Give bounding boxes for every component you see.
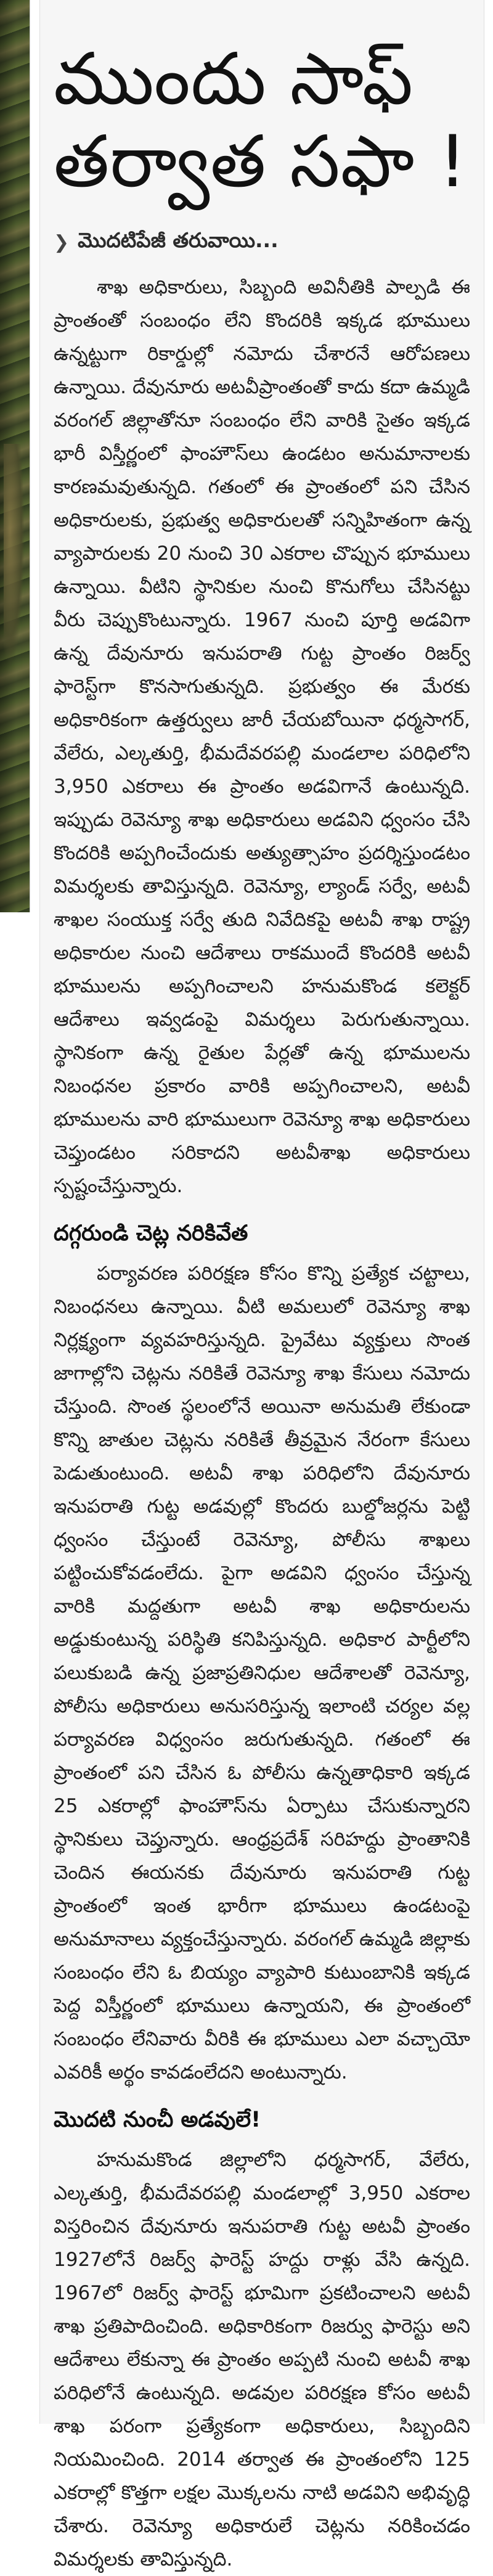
headline: ముందు సాఫ్ తర్వాత సఫా !	[54, 38, 468, 203]
kicker-label: మొదటిపేజీ తరువాయి...	[78, 228, 279, 252]
body-paragraph-2: పర్యావరణ పరిరక్షణ కోసం కొన్ని ప్రత్యేక చట్టాలు, నిబంధనలు ఉన్నాయి. వీటి అమలులో రెవెన్యూ శాఖ నిర్లక్ష్యంగా వ్యవహరిస్తున్నది. ప్రైవేటు వ్యక్తులు సొంత జాగాల్లోని చెట్లను నరికితే రెవెన్యూ శాఖ కేసులు నమోదు చేస్తుంది. సొంత స్థలంలోనే అయినా అనుమతి లేకుండా కొన్ని జాతుల చెట్లను నరికితే తీవ్రమైన నేరంగా కేసులు పెడుతుంటుంది. అటవీ శాఖ పరిధిలోని దేవునూరు ఇనుపరాతి గుట్ట అడవుల్లో కొందరు బుల్డోజర్లను పెట్టి ధ్వంసం చేస్తుంటే రెవెన్యూ, పోలీసు శాఖలు పట్టించుకోవడంలేదు. పైగా అడవిని ధ్వంసం చేస్తున్న వారికి మద్దతుగా అటవీ శాఖ అధికారులను అడ్డుకుంటున్న పరిస్థితి కనిపిస్తున్నది. అధికార పార్టీలోని పలుకుబడి ఉన్న ప్రజాప్రతినిధుల ఆదేశాలతో రెవెన్యూ, పోలీసు అధికారులు అనుసరిస్తున్న ఇలాంటి చర్యల వల్ల పర్యావరణ విధ్వంసం జరుగుతున్నది. గతంలో ఈ ప్రాంతంలో పని చేసిన ఓ పోలీసు ఉన్నతాధికారి ఇక్కడ 25 ఎకరాల్లో ఫాంహౌస్‌ను ఏర్పాటు చేసుకున్నారని స్థానికులు చెప్తున్నారు. ఆంధ్రప్రదేశ్ సరిహద్దు ప్రాంతానికి చెందిన ఈయనకు దేవునూరు ఇనుపరాతి గుట్ట ప్రాంతంలో ఇంత భారీగా భూములు ఉండటంపై అనుమానాలు వ్యక్తంచేస్తున్నారు. వరంగల్ ఉమ్మడి జిల్లాకు సంబంధం లేని ఓ బియ్యం వ్యాపారి కుటుంబానికి ఇక్కడ పెద్ద విస్తీర్ణంలో భూములు ఉన్నాయని, ఈ ప్రాంతంలో సంబంధం లేనివారు వీరికి ఈ భూములు ఎలా వచ్చాయో ఎవరికీ అర్థం కావడంలేదని అంటున్నారు.	[54, 1262, 470, 2083]
chevron-right-icon: ❯	[54, 231, 70, 253]
article-body	[40, 271, 484, 2576]
body-paragraph-1: శాఖ అధికారులు, సిబ్బంది అవినీతికి పాల్పడి ఈ ప్రాంతంతో సంబంధం లేని కొందరికి ఇక్కడ భూములు ఉన్నట్టుగా రికార్డుల్లో నమోదు చేశారనే ఆరోపణలు ఉన్నాయి. దేవునూరు అటవీప్రాంతంతో కాదు కదా ఉమ్మడి వరంగల్ జిల్లాతోనూ సంబంధం లేని వారికి సైతం ఇక్కడ భారీ విస్తీర్ణంలో ఫాంహౌస్‌లు ఉండటం అనుమానాలకు కారణమవుతున్నది. గతంలో ఈ ప్రాంతంలో పని చేసిన అధికారులకు, ప్రభుత్వ అధికారులతో సన్నిహితంగా ఉన్న వ్యాపారులకు 20 నుంచి 30 ఎకరాల చొప్పున భూములు ఉన్నాయి. వీటిని స్థానికుల నుంచి కొనుగోలు చేసినట్టు వీరు చెప్పుకొంటున్నారు. 1967 నుంచి పూర్తి అడవిగా ఉన్న దేవునూరు ఇనుపరాతి గుట్ట ప్రాంతం రిజర్వ్ ఫారెస్ట్‌గా కొనసాగుతున్నది. ప్రభుత్వం ఈ మేరకు అధికారికంగా ఉత్తర్వులు జారీ చేయబోయినా ధర్మసాగర్, వేలేరు, ఎల్కతుర్తి, భీమదేవరపల్లి మండలాల పరిధిలోని 3,950 ఎకరాలు ఈ ప్రాంతం అడవిగానే ఉంటున్నది. ఇప్పుడు రెవెన్యూ శాఖ అధికారులు అడవిని ధ్వంసం చేసి కొందరికి అప్పగించేందుకు అత్యుత్సాహం ప్రదర్శిస్తుండటం విమర్శలకు తావిస్తున్నది. రెవెన్యూ, ల్యాండ్ సర్వే, అటవీ శాఖల సంయుక్త సర్వే తుది నివేదికపై అటవీ శాఖ రాష్ట్ర అధికారుల నుంచి ఆదేశాలు రాకముందే కొందరికి అటవీ భూములను అప్పగించాలని హనుమకొండ కలెక్టర్ ఆదేశాలు ఇవ్వడంపై విమర్శలు పెరుగుతున్నాయి. స్థానికంగా ఉన్న రైతుల పేర్లతో ఉన్న భూములను నిబంధనల ప్రకారం వారికి అప్పగించాలని, అటవీ భూములను వారి భూములుగా రెవెన్యూ శాఖ అధికారులు చెప్తుండటం సరికాదని అటవీశాఖ అధికారులు స్పష్టంచేస్తున్నారు.	[54, 276, 470, 1197]
adjacent-photo-fragment	[0, 0, 30, 912]
continuation-kicker	[54, 228, 470, 257]
article-column	[39, 0, 484, 2570]
body-paragraph-3: హనుమకొండ జిల్లాలోని ధర్మసాగర్, వేలేరు, ఎల్కతుర్తి, భీమదేవరపల్లి మండలాల్లో 3,950 ఎకరాల విస్తరించిన దేవునూరు ఇనుపరాతి గుట్ట అటవీ ప్రాంతం 1927లోనే రిజర్వ్ ఫారెస్ట్ హద్దు రాళ్లు వేసి ఉన్నది. 1967లో రిజర్వ్ ఫారెస్ట్ భూమిగా ప్రకటించాలని అటవీ శాఖ ప్రతిపాదించింది. అధికారికంగా రిజర్వు ఫారెస్టు అని ఆదేశాలు లేకున్నా ఈ ప్రాంతం అప్పటి నుంచి అటవీ శాఖ పరిధిలోనే ఉంటున్నది. అడవుల పరిరక్షణ కోసం అటవీ శాఖ పరంగా ప్రత్యేకంగా అధికారులు, సిబ్బందిని నియమించింది. 2014 తర్వాత ఈ ప్రాంతంలోని 125 ఎకరాల్లో కొత్తగా లక్షల మొక్కలను నాటి అడవిని అభివృద్ధి చేశారు. రెవెన్యూ అధికారులే చెట్లను నరికించడం విమర్శలకు తావిస్తున్నది.	[54, 2149, 470, 2570]
subheading-tree-felling: దగ్గరుండి చెట్ల నరికివేత	[54, 1221, 248, 1246]
subheading-forests-from-start: మొదటి నుంచీ అడవులే!	[54, 2108, 261, 2132]
